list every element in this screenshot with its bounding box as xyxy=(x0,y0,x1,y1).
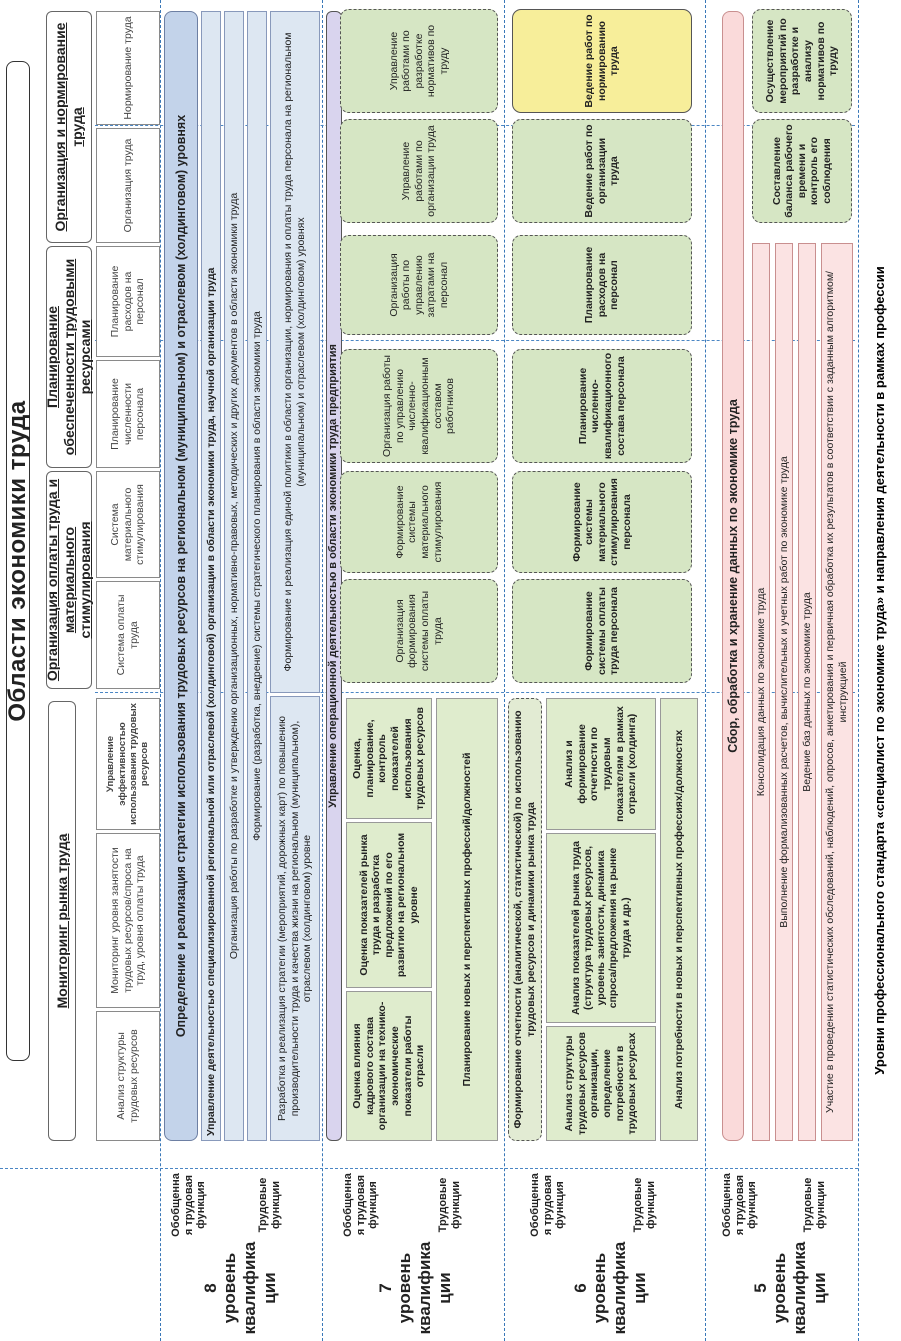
level-6-card-incentive: Формирование системы материального стимулирования персонала xyxy=(512,471,692,573)
level-7-card-organization: Управление работами по организации труда xyxy=(340,119,498,223)
level-7-kv: квалифика xyxy=(415,1241,434,1335)
level-5-kv: квалифика xyxy=(790,1241,809,1335)
separator-line xyxy=(322,0,323,1341)
level-6-card-headcount: Планирование численно-квалификационного состава персонала xyxy=(512,349,692,463)
level-8-function-strategy: Разработка и реализация стратегии (мероприятий, дорожных карт) по повышению производительности труда и качества жизни на региональном (муниципальном), отраслевом (холдинговом) уровне xyxy=(270,696,320,1141)
level-5-card-balance: Составление баланса рабочего времени и контроль его соблюдения xyxy=(752,119,852,223)
level-8-kv: квалифика xyxy=(240,1241,259,1335)
level-6-card-organization: Ведение работ по организации труда xyxy=(512,119,692,223)
level-6-generalized-label: Обобщенна я трудовая функция xyxy=(529,1173,567,1237)
monitoring-item-employment: Мониторинг уровня занятости трудовых ресурсов/спроса на труд, уровня оплаты труда xyxy=(96,833,160,1008)
level-7-word: уровень xyxy=(395,1252,415,1324)
level-5-label xyxy=(730,1243,850,1333)
level-8-function-1: Управление деятельностью специализированной региональной или отраслевой (холдинговой) организации в области экономики труда, научной организации труда xyxy=(201,11,221,1141)
level-8-function-2: Организация работы по разработке и утверждению организационных, нормативно-правовых, методических и других документов в области экономики труда xyxy=(224,11,244,1141)
pay-item-incentive: Система материального стимулирования xyxy=(96,471,160,578)
level-7-card-costs: Организация работы по управлению затратами на персонал xyxy=(340,235,498,335)
area-header-planning: Планирование обеспеченности трудовыми ресурсами xyxy=(46,246,92,468)
level-6-mon-market: Анализ показателей рынка труда (структура трудовых ресурсов, уровень занятости, динамика спроса/предложения на рынке труда и др.) xyxy=(546,833,656,1023)
level-7-generalized-function: Управление операционной деятельностью в области экономики труда предприятия xyxy=(326,11,342,1141)
level-8-label xyxy=(180,1243,300,1333)
level-6-number: 6 xyxy=(570,1283,590,1293)
monitoring-item-structure: Анализ структуры трудовых ресурсов xyxy=(96,1011,160,1141)
level-5-generalized-label: Обобщенна я трудовая функция xyxy=(721,1173,759,1237)
level-7-mon-control: Оценка, планирование, контроль показателей использования трудовых ресурсов xyxy=(346,698,432,819)
level-5-word: уровень xyxy=(770,1252,790,1324)
separator-line xyxy=(705,0,706,1341)
level-7-generalized-label: Обобщенна я трудовая функция xyxy=(342,1173,380,1237)
level-8-generalized-label: Обобщенна я трудовая функция xyxy=(170,1173,208,1237)
level-8-generalized-function: Определение и реализация стратегии использования трудовых ресурсов на региональном (муниципальном) и отраслевом (холдинговом) уровнях xyxy=(164,11,198,1141)
level-8-number: 8 xyxy=(200,1283,220,1293)
level-7-card-pay: Организация формирования системы оплаты труда xyxy=(340,579,498,683)
level-8-labor-label: Трудовые функции xyxy=(257,1177,282,1233)
level-6-kv: квалифика xyxy=(610,1241,629,1335)
level-6-tsii: ции xyxy=(629,1272,649,1304)
level-7-labor-label: Трудовые функции xyxy=(437,1177,462,1233)
footer-caption: Уровни профессионального стандарта «специалист по экономике труда» и направления деятельности в рамках профессии xyxy=(872,266,887,1075)
level-6-generalized-function: Формирование отчетности (аналитической, статистической) по использованию трудовых ресурсов и динамики рынка труда xyxy=(508,698,542,1141)
separator-line xyxy=(504,0,505,1341)
level-7-number: 7 xyxy=(375,1283,395,1293)
level-7-tsii: ции xyxy=(434,1272,454,1304)
level-6-mon-structure: Анализ структуры трудовых ресурсов организации, определение потребности в трудовых ресурсах xyxy=(546,1026,656,1141)
level-5-function-3: Ведение баз данных по экономике труда xyxy=(798,243,816,1141)
level-5-function-4: Участие в проведении статистических обследований, наблюдений, опросов, анкетирования и первичная обработка их результатов в соответствии с заданным алгоритмом/инструкцией xyxy=(821,243,853,1141)
norming-item-norming: Нормирование труда xyxy=(96,11,160,125)
level-6-labor-label: Трудовые функции xyxy=(632,1177,657,1233)
monitoring-item-efficiency: Управление эффективностью использования трудовых ресурсов xyxy=(96,698,160,830)
level-7-card-incentive: Формирование системы материального стимулирования xyxy=(340,471,498,573)
level-7-mon-influence: Оценка влияния кадрового состава организации на технико-экономические показатели работы отрасли xyxy=(346,991,432,1141)
level-6-mon-reporting: Анализ и формирование отчетности по трудовым показателям в рамках отрасли (холдинга) xyxy=(546,698,656,830)
level-6-card-norming: Ведение работ по нормированию труда xyxy=(512,9,692,113)
separator-line xyxy=(160,0,161,1341)
pay-item-system: Система оплаты труда xyxy=(96,581,160,689)
level-6-card-pay: Формирование системы оплаты труда персонала xyxy=(512,579,692,683)
level-6-word: уровень xyxy=(590,1252,610,1324)
level-7-card-headcount: Организация работы по управлению численно-квалификационным составом работников xyxy=(340,349,498,463)
level-8-function-policy: Формирование и реализация единой политики в области организации, нормирования и оплаты труда персонала на региональном (муниципальном) и отраслевом (холдинговом) уровнях xyxy=(270,11,320,693)
level-5-number: 5 xyxy=(750,1283,770,1293)
planning-item-headcount: Планирование численности персонала xyxy=(96,360,160,468)
level-5-labor-label: Трудовые функции xyxy=(802,1177,827,1233)
page-title: Области экономики труда xyxy=(6,61,30,1061)
separator-line xyxy=(858,0,859,1341)
level-5-function-2: Выполнение формализованных расчетов, вычислительных и учетных работ по экономике труда xyxy=(775,243,793,1141)
norming-item-organization: Организация труда xyxy=(96,128,160,243)
level-8-word: уровень xyxy=(220,1252,240,1324)
level-7-mon-professions: Планирование новых и перспективных профессий/должностей xyxy=(436,698,498,1141)
level-7-mon-market: Оценка показателей рынка труда и разработка предложений по его развитию на региональном уровне xyxy=(346,822,432,988)
level-5-card-norms: Осуществление мероприятий по разработке и анализу нормативов по труду xyxy=(752,9,852,113)
level-6-mon-professions: Анализ потребности в новых и перспективных профессиях/должностях xyxy=(660,698,698,1141)
planning-item-costs: Планирование расходов на персонал xyxy=(96,246,160,357)
level-7-card-norms: Управление работами по разработке нормативов по труду xyxy=(340,9,498,113)
level-5-function-1: Консолидация данных по экономике труда xyxy=(752,243,770,1141)
level-5-tsii: ции xyxy=(809,1272,829,1304)
level-8-function-3: Формирование (разработка, внедрение) системы стратегического планирования в области экономики труда xyxy=(247,11,267,1141)
area-header-norming: Организация и нормирование труда xyxy=(46,11,92,243)
level-6-label xyxy=(540,1243,680,1333)
area-header-pay: Организация оплаты труда и материального стимулирования xyxy=(46,471,92,689)
level-8-tsii: ции xyxy=(259,1272,279,1304)
level-5-generalized-function: Сбор, обработка и хранение данных по экономике труда xyxy=(722,11,744,1141)
level-6-card-costs: Планирование расходов на персонал xyxy=(512,235,692,335)
level-7-label xyxy=(350,1243,480,1333)
area-header-monitoring: Мониторинг рынка труда xyxy=(48,701,76,1141)
